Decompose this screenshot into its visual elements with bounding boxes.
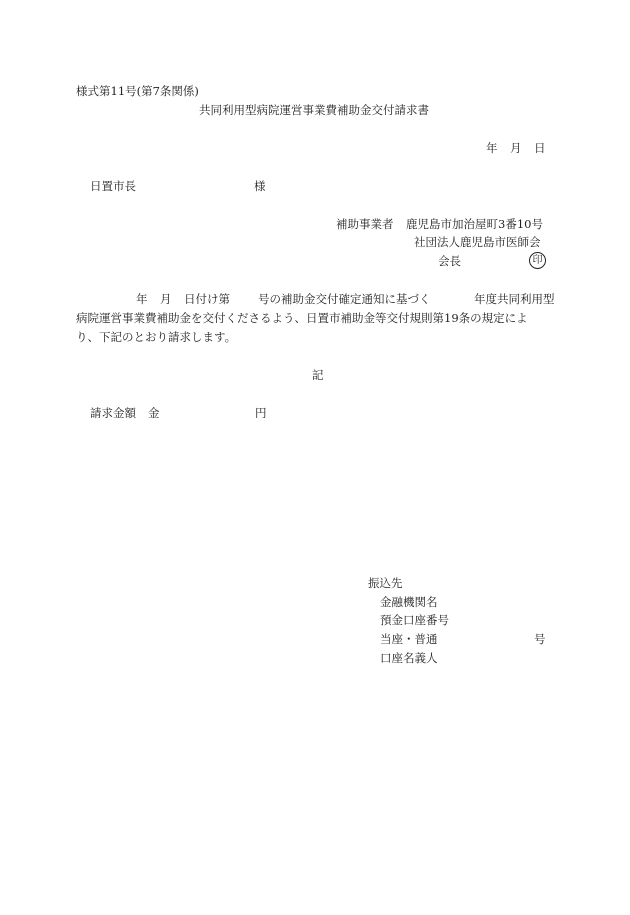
form-number: 様式第11号(第7条関係) <box>76 84 199 98</box>
document-title: 共同利用型病院運営事業費補助金交付請求書 <box>199 103 429 117</box>
transfer-number-suffix: 号 <box>534 632 546 646</box>
transfer-account-type: 当座・普通 <box>380 632 438 646</box>
amount-yen: 円 <box>255 406 267 420</box>
addressee-honorific: 様 <box>254 179 266 193</box>
applicant-address: 鹿児島市加治屋町3番10号 <box>406 217 543 231</box>
body-month: 月 <box>160 292 172 306</box>
addressee-name: 日置市長 <box>90 179 136 193</box>
transfer-holder: 口座名義人 <box>380 651 438 665</box>
body-fiscal-year: 年度共同利用型 <box>474 292 555 306</box>
body-line-2: 病院運営事業費補助金を交付くださるよう、日置市補助金等交付規則第19条の規定によ <box>76 311 528 325</box>
applicant-organization: 社団法人鹿児島市医師会 <box>414 235 541 249</box>
date-day: 日 <box>534 141 546 155</box>
applicant-role: 補助事業者 <box>336 217 394 231</box>
transfer-heading: 振込先 <box>368 576 403 590</box>
applicant-title: 会長 <box>438 254 461 268</box>
date-month: 月 <box>510 141 522 155</box>
date-year: 年 <box>486 141 498 155</box>
transfer-bank: 金融機関名 <box>380 595 438 609</box>
record-heading: 記 <box>312 368 324 382</box>
transfer-account-number: 預金口座番号 <box>380 613 449 627</box>
body-notice-ref: 号の補助金交付確定通知に基づく <box>258 292 431 306</box>
amount-label: 請求金額 <box>90 406 136 420</box>
amount-kin: 金 <box>148 406 160 420</box>
body-date-ref: 日付け第 <box>184 292 230 306</box>
body-year: 年 <box>136 292 148 306</box>
seal-mark: 印 <box>529 252 546 269</box>
body-line-3: り、下記のとおり請求します。 <box>76 330 237 344</box>
